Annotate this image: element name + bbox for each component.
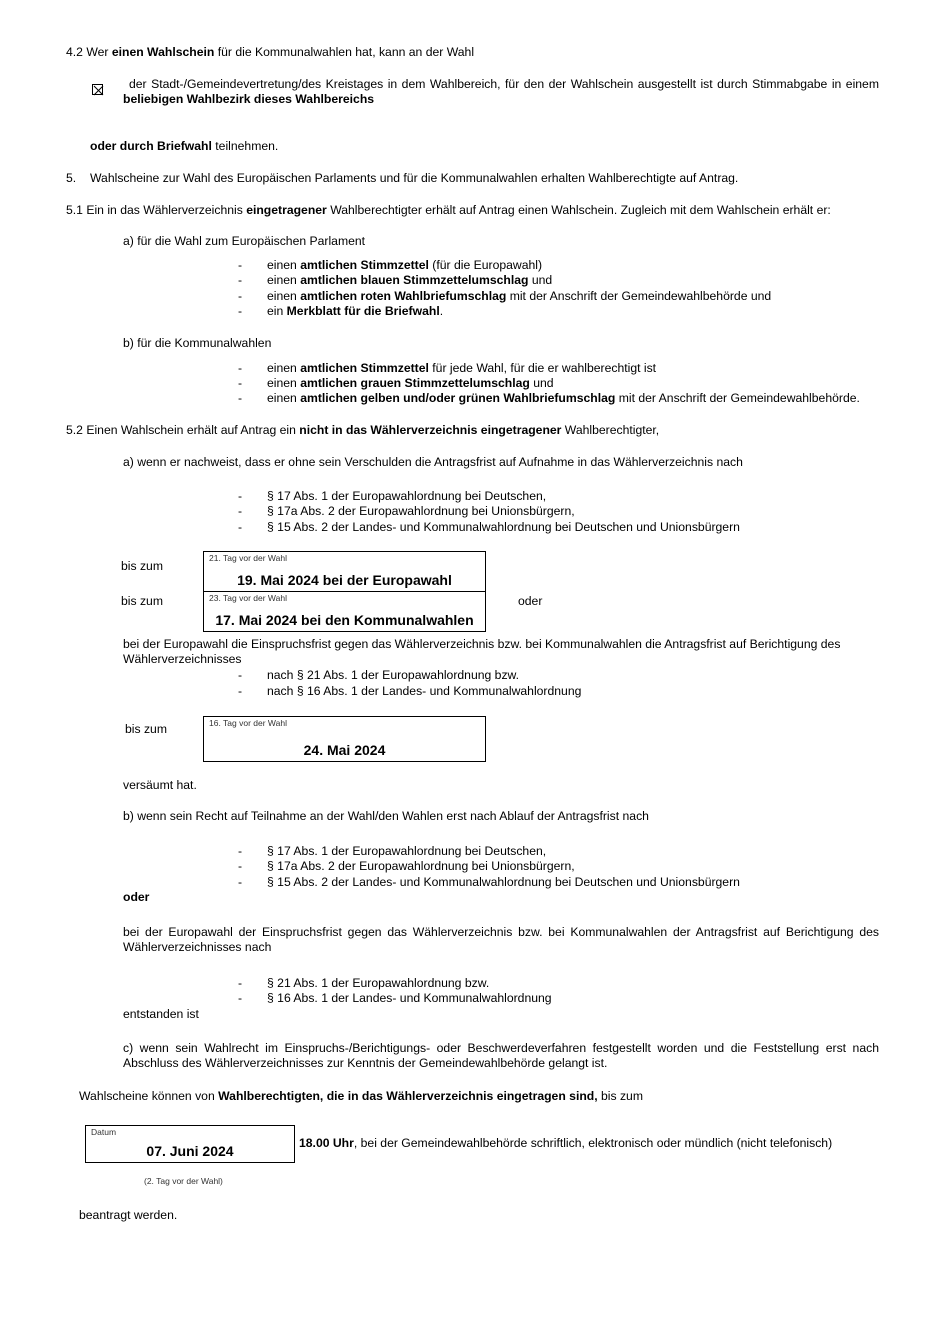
- versaeumt-text: versäumt hat.: [123, 778, 197, 792]
- section-5-2-intro: 5.2 Einen Wahlschein erhält auf Antrag ein nicht in das Wählerverzeichnis eingetragener Wahlberechtigter,: [66, 423, 660, 437]
- oder-label: oder: [518, 594, 543, 608]
- date-box: [85, 1125, 295, 1163]
- list-item: § 17 Abs. 1 der Europawahlordnung bei Deutschen,: [267, 489, 547, 503]
- list-item: § 17 Abs. 1 der Europawahlordnung bei Deutschen,: [267, 844, 547, 858]
- list-item: § 16 Abs. 1 der Landes- und Kommunalwahlordnung: [267, 991, 552, 1005]
- box-caption: 16. Tag vor der Wahl: [209, 718, 287, 728]
- section-4-2-briefwahl: oder durch Briefwahl teilnehmen.: [90, 139, 279, 153]
- checked-checkbox[interactable]: [92, 84, 103, 95]
- section-5-2-b-text2: bei der Europawahl der Einspruchsfrist gegen das Wählerverzeichnis bzw. bei Kommunalwahlen der Antragsfrist auf Berichtigung des Wählerverzeichnisses nach: [123, 925, 879, 955]
- section-5-1-a-label: a) für die Wahl zum Europäischen Parlament: [123, 234, 366, 248]
- bis-zum-label: bis zum: [125, 722, 167, 736]
- deadline-box-einspruchsfrist: [203, 716, 486, 762]
- box-value: 07. Juni 2024: [146, 1142, 234, 1159]
- section-5-1-intro: 5.1 Ein in das Wählerverzeichnis eingetragener Wahlberechtigter erhält auf Antrag einen Wahlschein. Zugleich mit dem Wahlschein erhält er:: [66, 203, 831, 217]
- entstanden-text: entstanden ist: [123, 1007, 199, 1021]
- list-item: einen amtlichen blauen Stimmzettelumschlag und: [267, 273, 553, 287]
- list-item: einen amtlichen gelben und/oder grünen Wahlbriefumschlag mit der Anschrift der Gemeindewahlbehörde.: [267, 391, 860, 405]
- deadline-box-kommunalwahlen: [203, 591, 486, 632]
- list-item: einen amtlichen roten Wahlbriefumschlag mit der Anschrift der Gemeindewahlbehörde und: [267, 289, 772, 303]
- box-value: 17. Mai 2024 bei den Kommunalwahlen: [215, 611, 474, 628]
- section-5-2-a-text: a) wenn er nachweist, dass er ohne sein Verschulden die Antragsfrist auf Aufnahme in das Wählerverzeichnis nach: [123, 455, 743, 469]
- section-5-2-c-text: c) wenn sein Wahlrecht im Einspruchs-/Berichtigungs- oder Beschwerdeverfahren festgestellt worden und die Feststellung erst nach Abschluss des Wählerverzeichnisses zur Kenntnis der Gemeindewahlbehörde gelangt ist.: [123, 1041, 879, 1071]
- box-value: 19. Mai 2024 bei der Europawahl: [237, 571, 452, 588]
- bis-zum-label: bis zum: [121, 559, 163, 573]
- list-item: § 21 Abs. 1 der Europawahlordnung bzw.: [267, 976, 490, 990]
- oder-label-bold: oder: [123, 890, 150, 904]
- section-5-2-a-text2: bei der Europawahl die Einspruchsfrist gegen das Wählerverzeichnis bzw. bei Kommunalwahlen die Antragsfrist auf Berichtigung des Wählerverzeichnisses: [123, 637, 841, 667]
- list-item: § 15 Abs. 2 der Landes- und Kommunalwahlordnung bei Deutschen und Unionsbürgern: [267, 875, 740, 889]
- list-item: einen amtlichen grauen Stimmzettelumschlag und: [267, 376, 554, 390]
- deadline-box-europawahl: [203, 551, 486, 592]
- deadline-time-text: 18.00 Uhr, bei der Gemeindewahlbehörde schriftlich, elektronisch oder mündlich (nicht telefonisch): [299, 1136, 833, 1150]
- checkmark-x-icon: [93, 85, 104, 96]
- closing-end: beantragt werden.: [79, 1208, 178, 1222]
- bis-zum-label: bis zum: [121, 594, 163, 608]
- box-caption: 21. Tag vor der Wahl: [209, 553, 287, 563]
- section-4-2-option: der Stadt-/Gemeindevertretung/des Kreistages in dem Wahlbereich, für den der Wahlschein ausgestellt ist durch Stimmabgabe in einem beliebigen Wahlbezirk dieses Wahlbereichs: [123, 77, 879, 107]
- list-item: § 17a Abs. 2 der Europawahlordnung bei Unionsbürgern,: [267, 859, 575, 873]
- list-item: nach § 16 Abs. 1 der Landes- und Kommunalwahlordnung: [267, 684, 582, 698]
- section-4-2-intro: 4.2 Wer einen Wahlschein für die Kommunalwahlen hat, kann an der Wahl: [66, 45, 475, 59]
- list-item: § 15 Abs. 2 der Landes- und Kommunalwahlordnung bei Deutschen und Unionsbürgern: [267, 520, 740, 534]
- list-item: § 17a Abs. 2 der Europawahlordnung bei Unionsbürgern,: [267, 504, 575, 518]
- section-5-number: 5.: [66, 171, 77, 185]
- date-box-note: (2. Tag vor der Wahl): [144, 1176, 223, 1186]
- section-5-text: Wahlscheine zur Wahl des Europäischen Parlaments und für die Kommunalwahlen erhalten Wahlberechtigte auf Antrag.: [90, 171, 739, 185]
- list-item: einen amtlichen Stimmzettel für jede Wahl, für die er wahlberechtigt ist: [267, 361, 657, 375]
- section-5-1-b-label: b) für die Kommunalwahlen: [123, 336, 272, 350]
- section-5-2-b-text: b) wenn sein Recht auf Teilnahme an der Wahl/den Wahlen erst nach Ablauf der Antragsfrist nach: [123, 809, 649, 823]
- box-value: 24. Mai 2024: [303, 741, 386, 758]
- list-item: nach § 21 Abs. 1 der Europawahlordnung bzw.: [267, 668, 520, 682]
- box-caption: Datum: [91, 1127, 117, 1137]
- box-caption: 23. Tag vor der Wahl: [209, 593, 287, 603]
- closing-line: Wahlscheine können von Wahlberechtigten, die in das Wählerverzeichnis eingetragen sind, bis zum: [79, 1089, 643, 1103]
- list-item: einen amtlichen Stimmzettel (für die Europawahl): [267, 258, 543, 272]
- list-item: ein Merkblatt für die Briefwahl.: [267, 304, 444, 318]
